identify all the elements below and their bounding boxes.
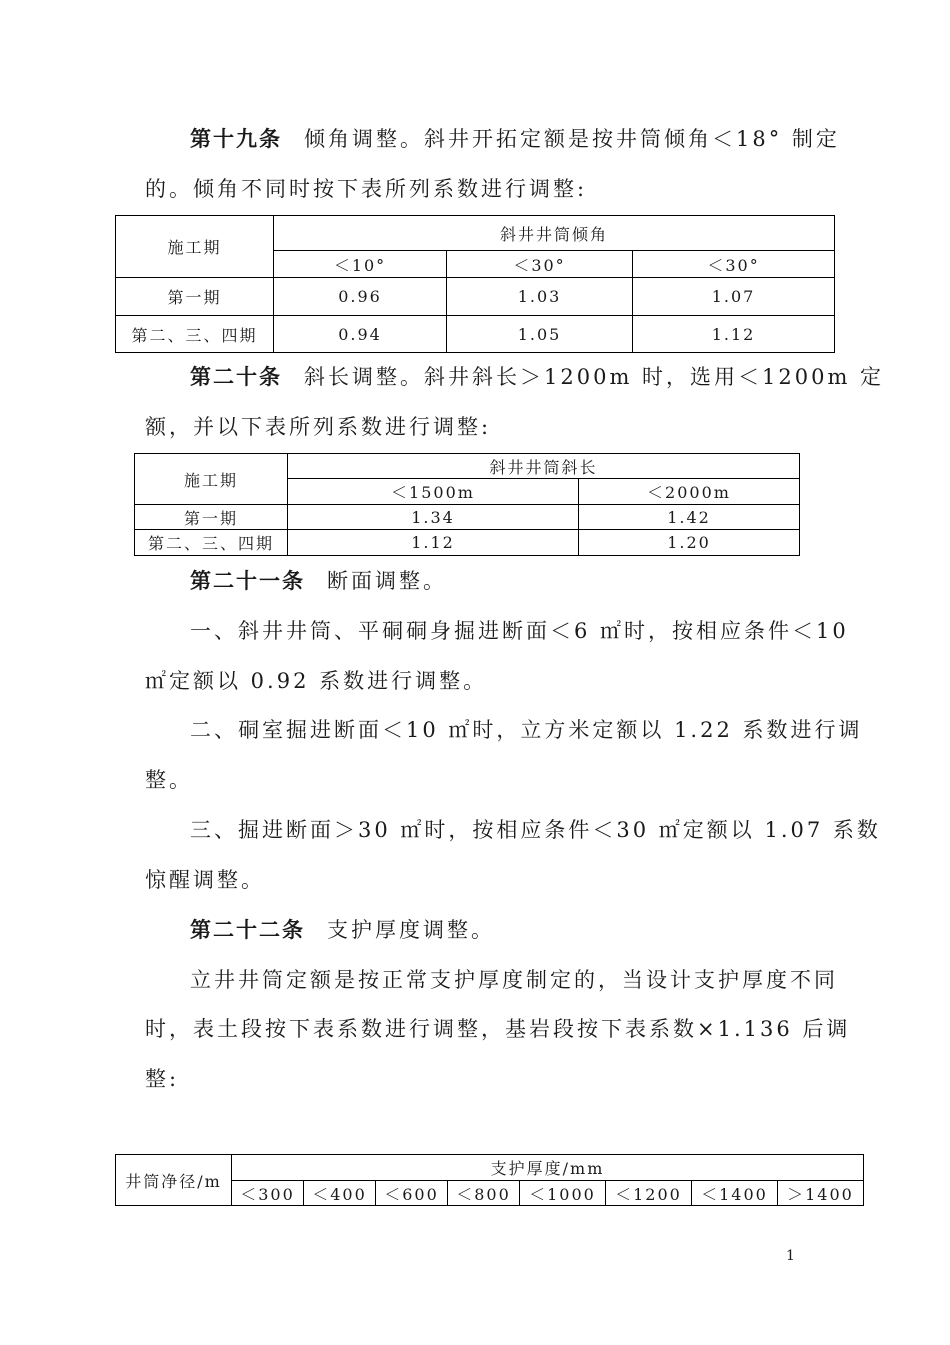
- article22-line2: 时，表土段按下表系数进行调整，基岩段按下表系数×1.136 后调: [145, 1017, 851, 1041]
- table2-group-header: 斜井井筒斜长: [288, 454, 800, 479]
- table2-col-header: ＜1500m: [288, 479, 579, 505]
- table1-row-header: 施工期: [116, 216, 274, 278]
- table1-col-header: ＜10°: [274, 251, 447, 278]
- table2-col-header: ＜2000m: [579, 479, 800, 505]
- article22-line3: 整:: [145, 1067, 180, 1091]
- article21-title-line: 第二十一条 断面调整。: [190, 569, 447, 593]
- table1-cell: 1.07: [633, 278, 835, 316]
- table-support-thickness: [115, 1154, 864, 1206]
- table2-cell: 1.42: [579, 505, 800, 530]
- table3-col-header: ＜300: [232, 1181, 304, 1206]
- article21-p1-line2: ㎡定额以 0.92 系数进行调整。: [145, 669, 488, 693]
- table1-col-header: ＜30°: [633, 251, 835, 278]
- article21-p3-line2: 惊醒调整。: [145, 868, 265, 892]
- page-number: 1: [786, 1248, 795, 1264]
- table3-col-header: ＜800: [448, 1181, 520, 1206]
- table-incline-angle: [115, 215, 835, 353]
- table3-col-header: ＞1400: [778, 1181, 864, 1206]
- table2-row-header: 施工期: [135, 454, 288, 505]
- table2-cell: 1.34: [288, 505, 579, 530]
- table3-col-header: ＜1200: [606, 1181, 692, 1206]
- table-row: [135, 505, 800, 530]
- table3-col-header: ＜1400: [692, 1181, 778, 1206]
- table-slope-length: [134, 453, 800, 556]
- table-row: [116, 316, 835, 353]
- table3-group-header: 支护厚度/mm: [232, 1155, 864, 1181]
- article20-heading: 第二十条: [190, 365, 282, 389]
- table1-cell: 1.03: [447, 278, 633, 316]
- article19-line2: 的。倾角不同时按下表所列系数进行调整:: [145, 177, 588, 201]
- table3-col-header: ＜600: [376, 1181, 448, 1206]
- table1-cell: 0.94: [274, 316, 447, 353]
- table1-col-header: ＜30°: [447, 251, 633, 278]
- table2-cell: 1.12: [288, 530, 579, 556]
- table2-row-label: 第一期: [135, 505, 288, 530]
- article21-p2-line2: 整。: [145, 768, 193, 792]
- article19-heading: 第十九条: [190, 127, 282, 151]
- article20-line2: 额，并以下表所列系数进行调整:: [145, 415, 492, 439]
- table1-cell: 1.12: [633, 316, 835, 353]
- table1-row-label: 第一期: [116, 278, 274, 316]
- article21-p1-line1: 一、斜井井筒、平硐硐身掘进断面＜6 ㎡时，按相应条件＜10: [190, 619, 849, 643]
- table1-row-label: 第二、三、四期: [116, 316, 274, 353]
- article20-line1: 第二十条 斜长调整。斜井斜长＞1200m 时，选用＜1200m 定: [190, 365, 885, 389]
- table3-row-header: 井筒净径/m: [116, 1155, 232, 1206]
- table-row: [135, 530, 800, 556]
- table-row: [116, 278, 835, 316]
- table1-cell: 0.96: [274, 278, 447, 316]
- table1-group-header: 斜井井筒倾角: [274, 216, 835, 251]
- table2-cell: 1.20: [579, 530, 800, 556]
- article22-line1: 立井井筒定额是按正常支护厚度制定的，当设计支护厚度不同: [190, 968, 838, 992]
- table1-cell: 1.05: [447, 316, 633, 353]
- table3-col-header: ＜1000: [520, 1181, 606, 1206]
- article21-p2-line1: 二、硐室掘进断面＜10 ㎡时，立方米定额以 1.22 系数进行调: [190, 718, 863, 742]
- article22-title-line: 第二十二条 支护厚度调整。: [190, 918, 495, 942]
- article21-p3-line1: 三、掘进断面＞30 ㎡时，按相应条件＜30 ㎡定额以 1.07 系数: [190, 818, 881, 842]
- article19-line1: 第十九条 倾角调整。斜井开拓定额是按井筒倾角＜18° 制定: [190, 127, 840, 151]
- article22-heading: 第二十二条: [190, 918, 305, 942]
- article21-heading: 第二十一条: [190, 569, 305, 593]
- table3-col-header: ＜400: [304, 1181, 376, 1206]
- table2-row-label: 第二、三、四期: [135, 530, 288, 556]
